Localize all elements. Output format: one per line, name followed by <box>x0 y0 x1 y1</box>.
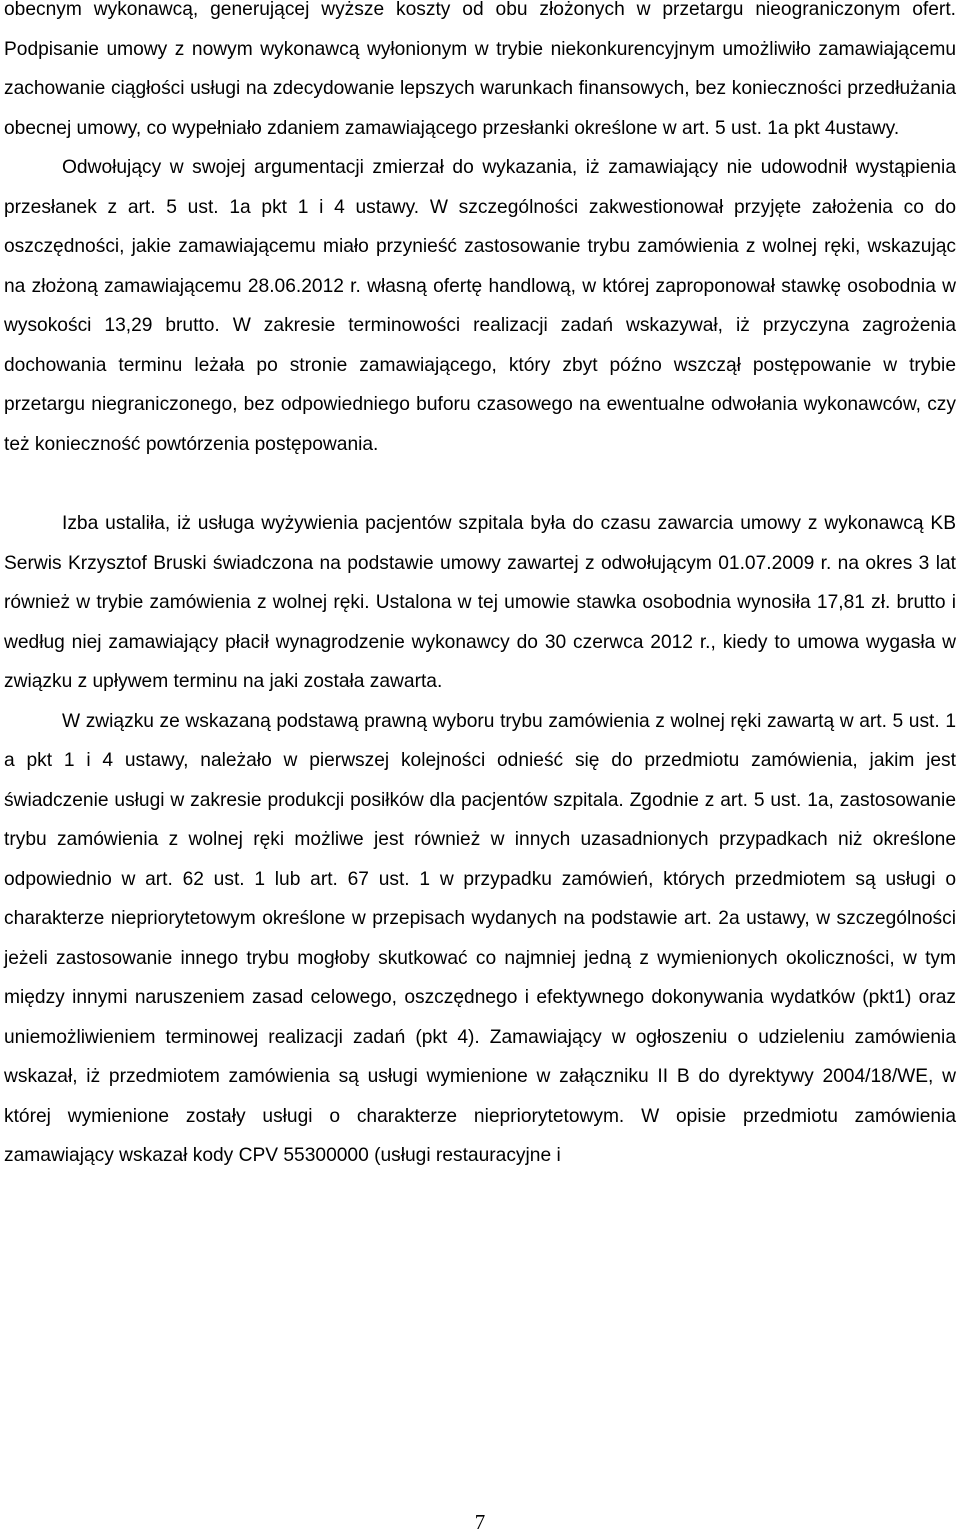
paragraph-izba-findings: Izba ustaliła, iż usługa wyżywienia pacjentów szpitala była do czasu zawarcia umowy z wykonawcą KB Serwis Krzysztof Bruski świadczona na podstawie umowy zawartej z odwołującym 01.07.2009 r. na okres 3 lat również w trybie zamówienia z wolnej ręki. Ustalona w tej umowie stawka osobodnia wynosiła 17,81 zł. brutto i według niej zamawiający płacił wynagrodzenie wykonawcy do 30 czerwca 2012 r., kiedy to umowa wygasła w związku z upływem terminu na jaki została zawarta. <box>4 513 956 692</box>
body-text <box>4 0 956 1176</box>
paragraph-spacer <box>4 464 956 504</box>
paragraph-odwolujacy-argumentation: Odwołujący w swojej argumentacji zmierzał do wykazania, iż zamawiający nie udowodnił wystąpienia przesłanek z art. 5 ust. 1a pkt 1 i 4 ustawy. W szczególności zakwestionował przyjęte założenia co do oszczędności, jakie zamawiającemu miało przynieść zastosowanie trybu zamówienia z wolnej ręki, wskazując na złożoną zamawiającemu 28.06.2012 r. własną ofertę handlową, w której zaproponował stawkę osobodnia w wysokości 13,29 brutto. W zakresie terminowości realizacji zadań wskazywał, iż przyczyna zagrożenia dochowania terminu leżała po stronie zamawiającego, który zbyt późno wszczął postępowanie w trybie przetargu niegraniczonego, bez odpowiedniego buforu czasowego na ewentualne odwołania wykonawców, czy też konieczność powtórzenia postępowania. <box>4 157 956 455</box>
page-number: 7 <box>474 1510 486 1534</box>
paragraph-continuation: obecnym wykonawcą, generującej wyższe koszty od obu złożonych w przetargu nieograniczonym ofert. Podpisanie umowy z nowym wykonawcą wyłonionym w trybie niekonkurencyjnym umożliwiło zamawiającemu zachowanie ciągłości usługi na zdecydowanie lepszych warunkach finansowych, bez konieczności przedłużania obecnej umowy, co wypełniało zdaniem zamawiającego przesłanki określone w art. 5 ust. 1a pkt 4ustawy. <box>4 0 956 139</box>
paragraph-legal-basis: W związku ze wskazaną podstawą prawną wyboru trybu zamówienia z wolnej ręki zawartą w art. 5 ust. 1 a pkt 1 i 4 ustawy, należało w pierwszej kolejności odnieść się do przedmiotu zamówienia, jakim jest świadczenie usługi w zakresie produkcji posiłków dla pacjentów szpitala. Zgodnie z art. 5 ust. 1a, zastosowanie trybu zamówienia z wolnej ręki możliwe jest również w innych uzasadnionych przypadkach niż określone odpowiednio w art. 62 ust. 1 lub art. 67 ust. 1 w przypadku zamówień, których przedmiotem są usługi o charakterze niepriorytetowym określone w przepisach wydanych na podstawie art. 2a ustawy, w szczególności jeżeli zastosowanie innego trybu mogłoby skutkować co najmniej jedną z wymienionych okoliczności, w tym między innymi naruszeniem zasad celowego, oszczędnego i efektywnego dokonywania wydatków (pkt1) oraz uniemożliwieniem terminowej realizacji zadań (pkt 4). Zamawiający w ogłoszeniu o udzieleniu zamówienia wskazał, iż przedmiotem zamówienia są usługi wymienione w załączniku II B do dyrektywy 2004/18/WE, w której wymienione zostały usługi o charakterze niepriorytetowym. W opisie przedmiotu zamówienia zamawiający wskazał kody CPV 55300000 (usługi restauracyjne i <box>4 710 956 1166</box>
